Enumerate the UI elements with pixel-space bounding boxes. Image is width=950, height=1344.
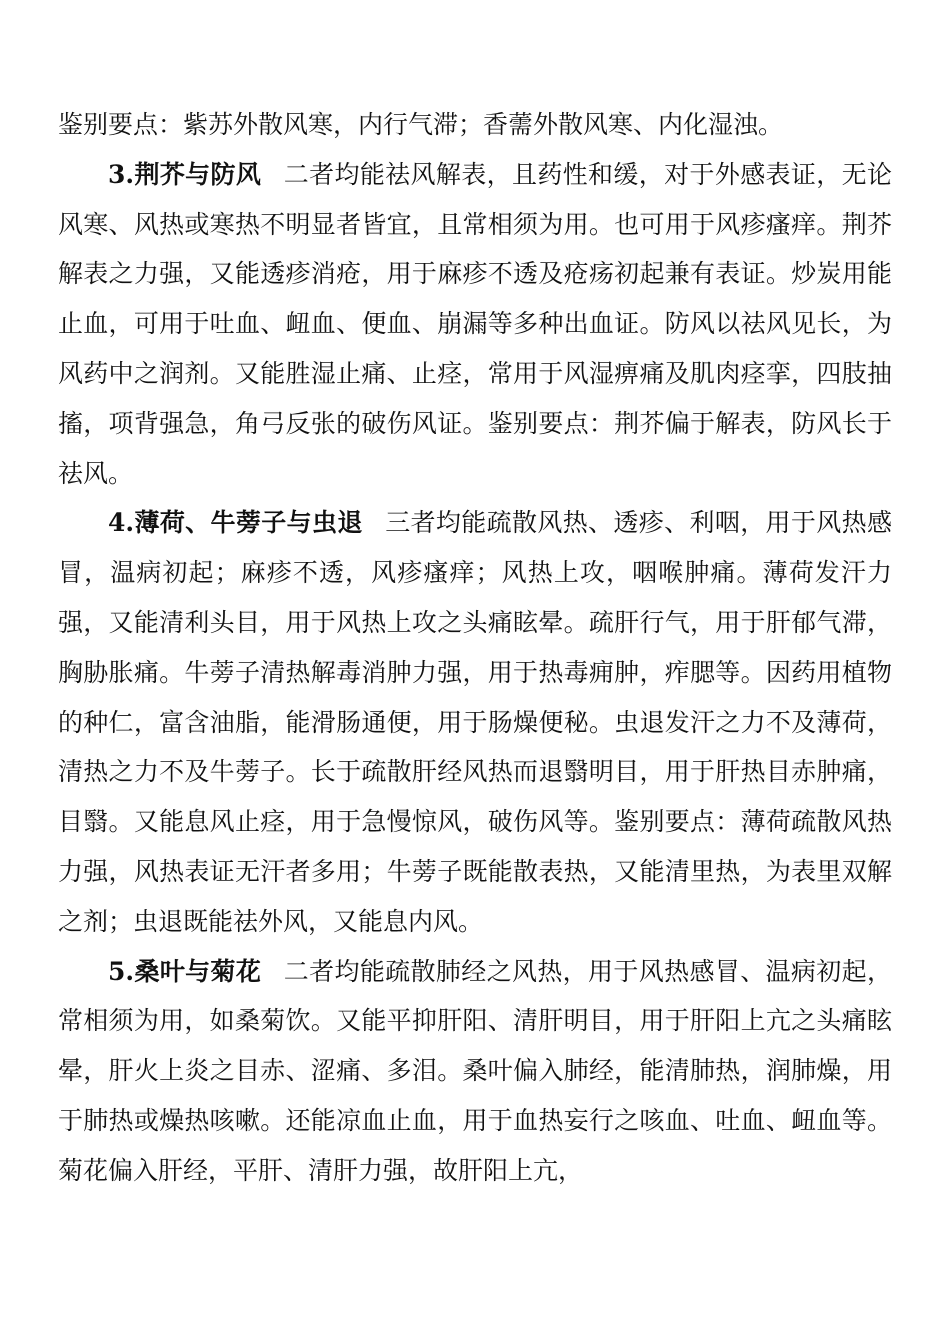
- document-body: [58, 100, 892, 1196]
- section-body-5: 二者均能疏散肺经之风热，用于风热感冒、温病初起，常相须为用，如桑菊饮。又能平抑肝阳、清肝明目，用于肝阳上亢之头痛眩晕，肝火上炎之目赤、涩痛、多泪。桑叶偏入肺经，能清肺热，润肺燥，用于肺热或燥热咳嗽。还能凉血止血，用于血热妄行之咳血、吐血、衄血等。菊花偏入肝经，平肝、清肝力强，故肝阳上亢，: [58, 956, 892, 1185]
- section-paragraph-5: [58, 947, 892, 1196]
- section-heading-5: 5.桑叶与菊花: [108, 956, 262, 986]
- lead-paragraph: 鉴别要点：紫苏外散风寒，内行气滞；香薷外散风寒、内化湿浊。: [58, 110, 784, 139]
- section-body-3: 二者均能祛风解表，且药性和缓，对于外感表证，无论风寒、风热或寒热不明显者皆宜，且常相须为用。也可用于风疹瘙痒。荆芥解表之力强，又能透疹消疮，用于麻疹不透及疮疡初起兼有表证。炒炭用能止血，可用于吐血、衄血、便血、崩漏等多种出血证。防风以祛风见长，为风药中之润剂。又能胜湿止痛、止痉，常用于风湿痹痛及肌肉痉挛，四肢抽搐，项背强急，角弓反张的破伤风证。鉴别要点：荆芥偏于解表，防风长于祛风。: [58, 159, 892, 488]
- section-paragraph-4: [58, 498, 892, 946]
- section-heading-4: 4.薄荷、牛蒡子与虫退: [108, 508, 363, 538]
- section-paragraph-3: [58, 150, 892, 499]
- section-body-4: 三者均能疏散风热、透疹、利咽，用于风热感冒，温病初起；麻疹不透，风疹瘙痒；风热上攻，咽喉肿痛。薄荷发汗力强，又能清利头目，用于风热上攻之头痛眩晕。疏肝行气，用于肝郁气滞，胸胁胀痛。牛蒡子清热解毒消肿力强，用于热毒痈肿，痄腮等。因药用植物的种仁，富含油脂，能滑肠通便，用于肠燥便秘。虫退发汗之力不及薄荷，清热之力不及牛蒡子。长于疏散肝经风热而退翳明目，用于肝热目赤肿痛，目翳。又能息风止痉，用于急慢惊风，破伤风等。鉴别要点：薄荷疏散风热力强，风热表证无汗者多用；牛蒡子既能散表热，又能清里热，为表里双解之剂；虫退既能祛外风，又能息内风。: [58, 508, 892, 936]
- section-heading-3: 3.荆芥与防风: [108, 159, 262, 189]
